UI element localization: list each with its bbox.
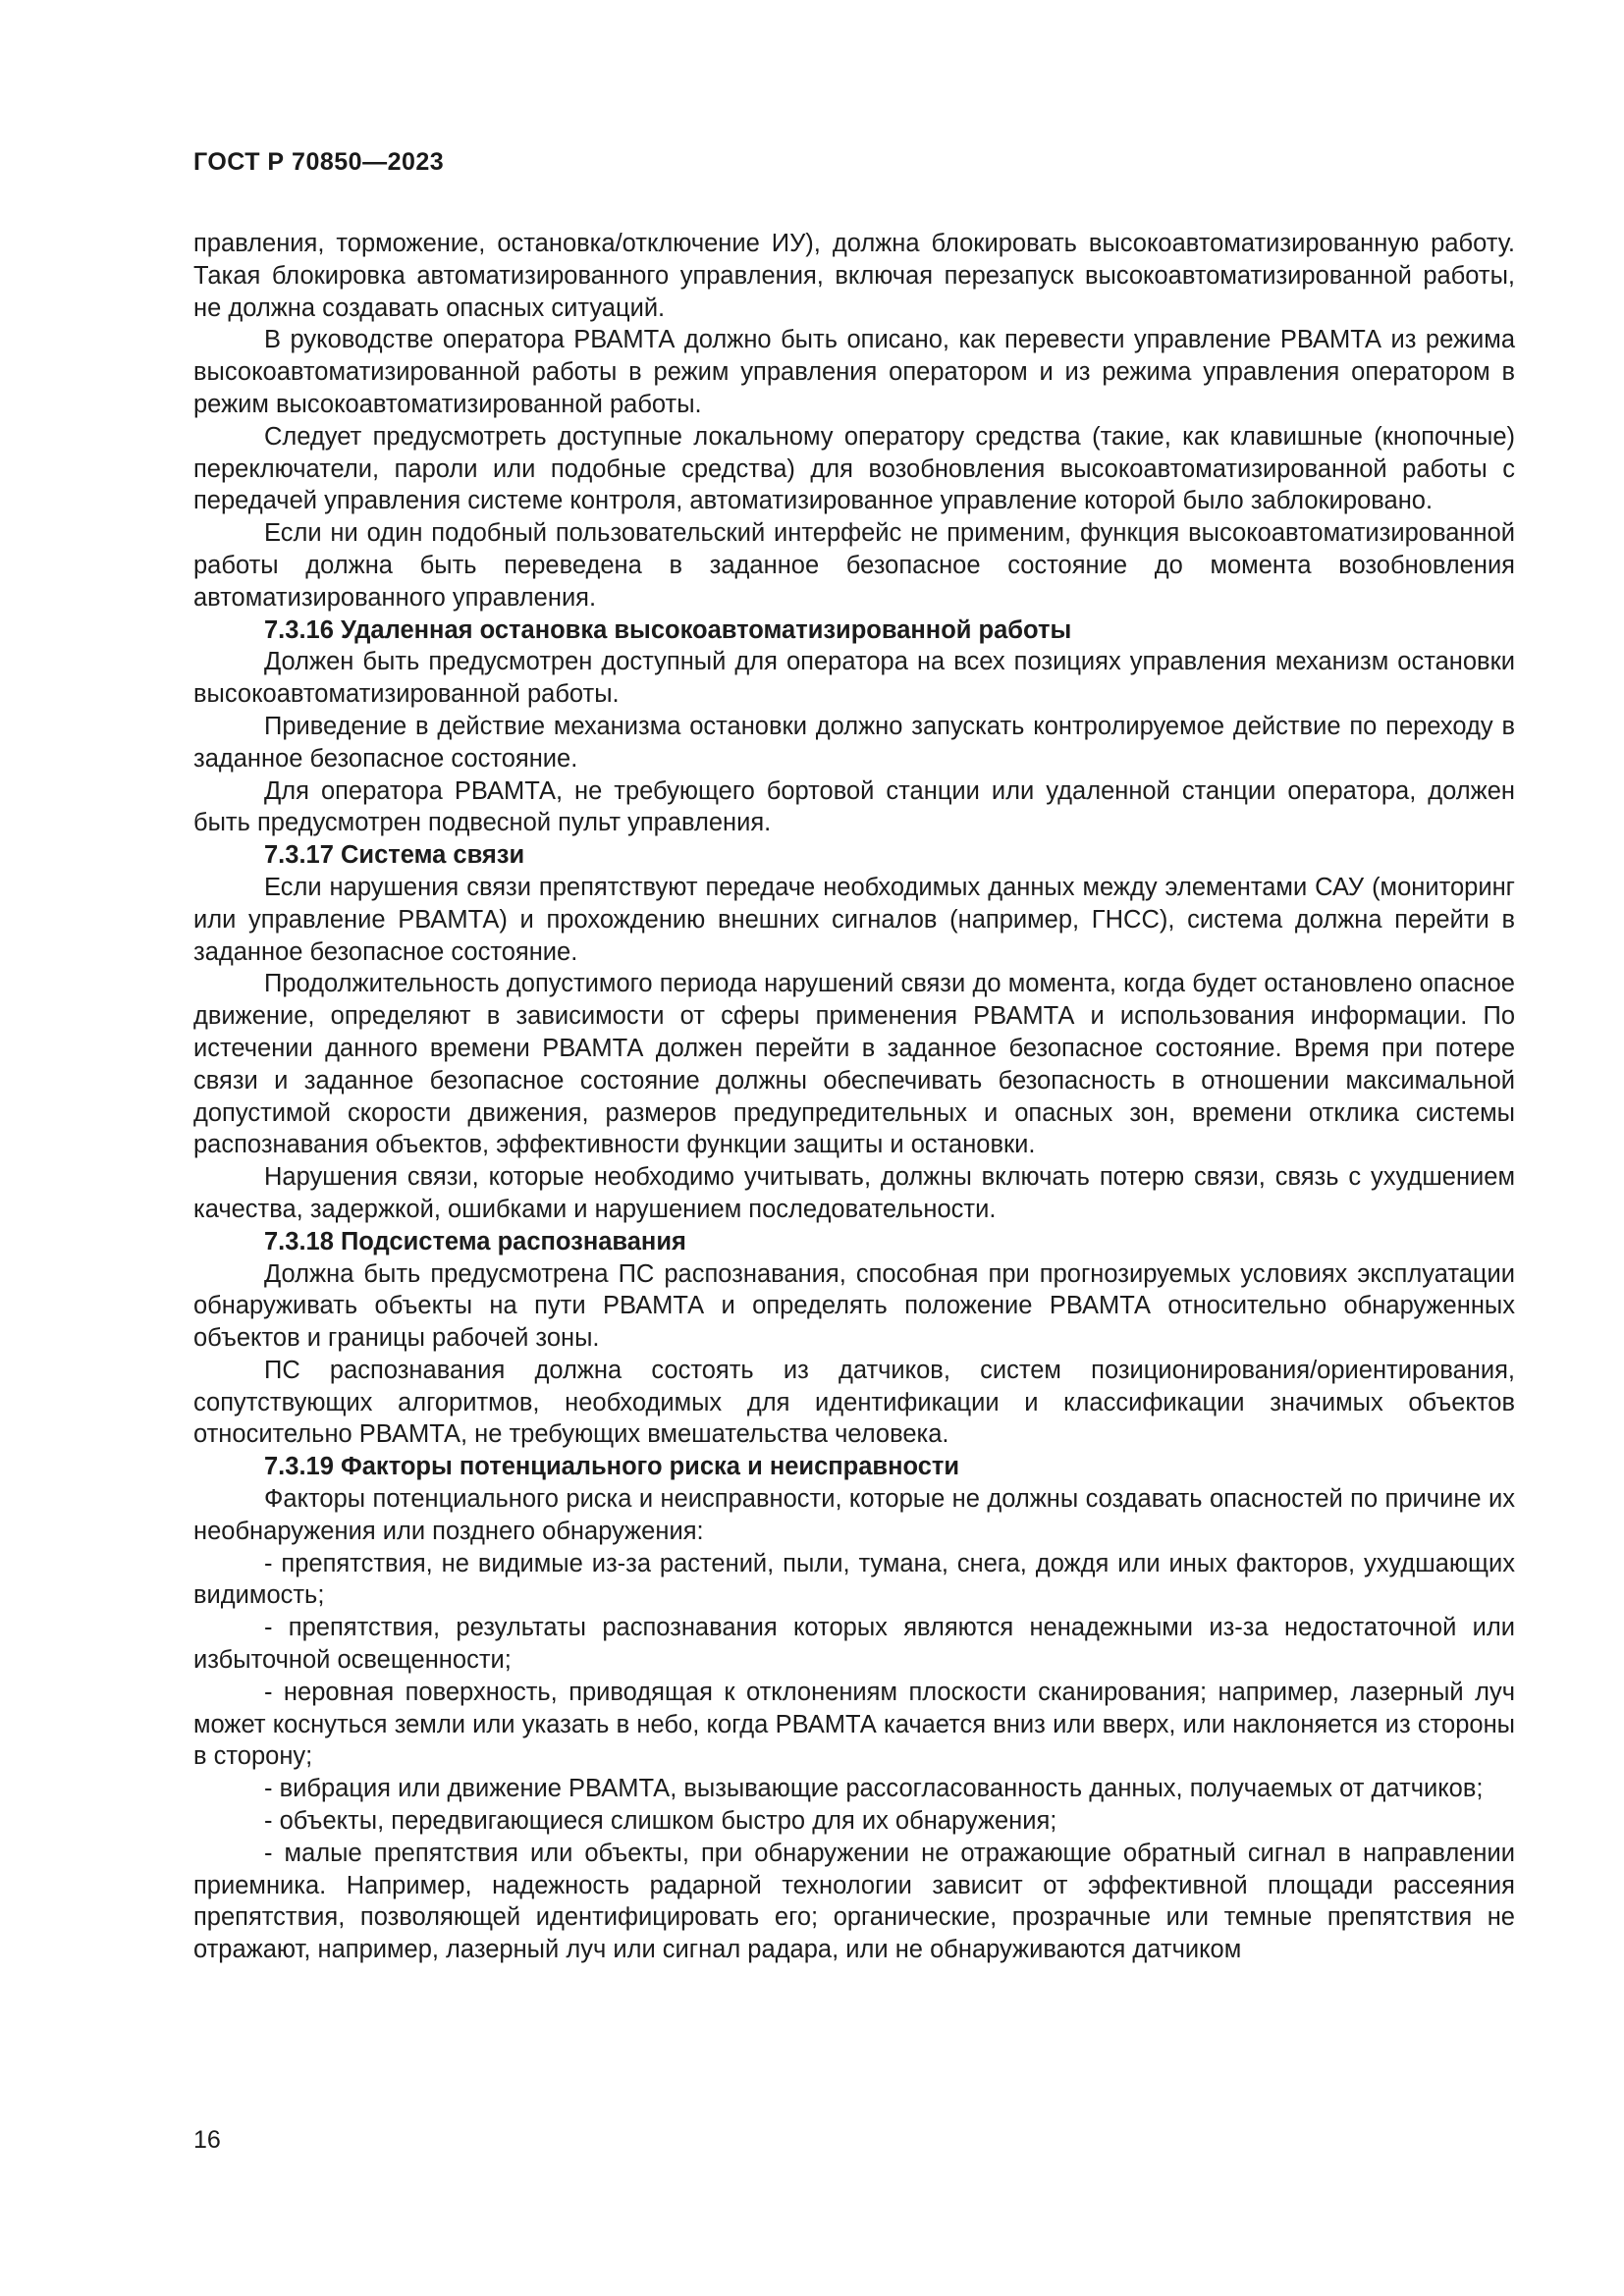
paragraph: Если ни один подобный пользовательский интерфейс не применим, функция высокоавтоматизированной работы должна быть переведена в заданное безопасное состояние до момента возобновления автоматизированного управления. bbox=[193, 519, 1515, 612]
paragraph: Для оператора РВАМТА, не требующего бортовой станции или удаленной станции оператора, должен быть предусмотрен подвесной пульт управления. bbox=[193, 776, 1515, 837]
paragraph: В руководстве оператора РВАМТА должно быть описано, как перевести управление РВАМТА из режима высокоавтоматизированной работы в режим управления оператором и из режима управления оператором в режим высокоавтоматизированной работы. bbox=[193, 326, 1515, 418]
document-header: ГОСТ Р 70850—2023 bbox=[193, 148, 445, 176]
paragraph: Должен быть предусмотрен доступный для оператора на всех позициях управления механизм остановки высокоавтоматизированной работы. bbox=[193, 648, 1515, 709]
section-heading-7-3-16: 7.3.16 Удаленная остановка высокоавтоматизированной работы bbox=[264, 615, 1072, 644]
list-item: - неровная поверхность, приводящая к отклонениям плоскости сканирования; например, лазерный луч может коснуться земли или указать в небо, когда РВАМТА качается вниз или вверх, или наклоняется из стороны в сторону; bbox=[193, 1678, 1515, 1771]
list-item: - препятствия, не видимые из-за растений, пыли, тумана, снега, дождя или иных факторов, ухудшающих видимость; bbox=[193, 1549, 1515, 1610]
paragraph: Факторы потенциального риска и неисправности, которые не должны создавать опасностей по причине их необнаружения или позднего обнаружения: bbox=[193, 1485, 1515, 1545]
page-number: 16 bbox=[193, 2126, 221, 2154]
paragraph: Нарушения связи, которые необходимо учитывать, должны включать потерю связи, связь с ухудшением качества, задержкой, ошибками и нарушением последовательности. bbox=[193, 1163, 1515, 1223]
document-body bbox=[193, 228, 1515, 1966]
list-item: - малые препятствия или объекты, при обнаружении не отражающие обратный сигнал в направлении приемника. Например, надежность радарной технологии зависит от эффективной площади рассеяния препятствия, позволяющей идентифицировать его; органические, прозрачные или темные препятствия не отражают, например, лазерный луч или сигнал радара, или не обнаруживаются датчиком bbox=[193, 1839, 1515, 1964]
paragraph: Приведение в действие механизма остановки должно запускать контролируемое действие по переходу в заданное безопасное состояние. bbox=[193, 712, 1515, 773]
list-item: - объекты, передвигающиеся слишком быстро для их обнаружения; bbox=[264, 1807, 1057, 1836]
paragraph: Следует предусмотреть доступные локальному оператору средства (такие, как клавишные (кнопочные) переключатели, пароли или подобные средства) для возобновления высокоавтоматизированной работы с передачей управления системе контроля, автоматизированное управление которой было заблокировано. bbox=[193, 422, 1515, 515]
paragraph: Продолжительность допустимого периода нарушений связи до момента, когда будет остановлено опасное движение, определяют в зависимости от сферы применения РВАМТА и использования информации. По истечении данного времени РВАМТА должен перейти в заданное безопасное состояние. Время при потере связи и заданное безопасное состояние должны обеспечивать безопасность в отношении максимальной допустимой скорости движения, размеров предупредительных и опасных зон, времени отклика системы распознавания объектов, эффективности функции защиты и остановки. bbox=[193, 970, 1515, 1159]
paragraph: ПС распознавания должна состоять из датчиков, систем позиционирования/ориентирования, сопутствующих алгоритмов, необходимых для идентификации и классификации значимых объектов относительно РВАМТА, не требующих вмешательства человека. bbox=[193, 1356, 1515, 1449]
list-item: - вибрация или движение РВАМТА, вызывающие рассогласованность данных, получаемых от датчиков; bbox=[264, 1775, 1484, 1803]
section-heading-7-3-17: 7.3.17 Система связи bbox=[264, 841, 525, 870]
section-heading-7-3-18: 7.3.18 Подсистема распознавания bbox=[264, 1227, 686, 1255]
section-heading-7-3-19: 7.3.19 Факторы потенциального риска и неисправности bbox=[264, 1453, 960, 1481]
paragraph: Если нарушения связи препятствуют передаче необходимых данных между элементами САУ (мониторинг или управление РВАМТА) и прохождению внешних сигналов (например, ГНСС), система должна перейти в заданное безопасное состояние. bbox=[193, 873, 1515, 966]
paragraph-continued: правления, торможение, остановка/отключение ИУ), должна блокировать высокоавтоматизированную работу. Такая блокировка автоматизированного управления, включая перезапуск высокоавтоматизированной работы, не должна создавать опасных ситуаций. bbox=[193, 230, 1515, 322]
list-item: - препятствия, результаты распознавания которых являются ненадежными из-за недостаточной или избыточной освещенности; bbox=[193, 1614, 1515, 1675]
paragraph: Должна быть предусмотрена ПС распознавания, способная при прогнозируемых условиях эксплуатации обнаруживать объекты на пути РВАМТА и определять положение РВАМТА относительно обнаруженных объектов и границы рабочей зоны. bbox=[193, 1259, 1515, 1353]
